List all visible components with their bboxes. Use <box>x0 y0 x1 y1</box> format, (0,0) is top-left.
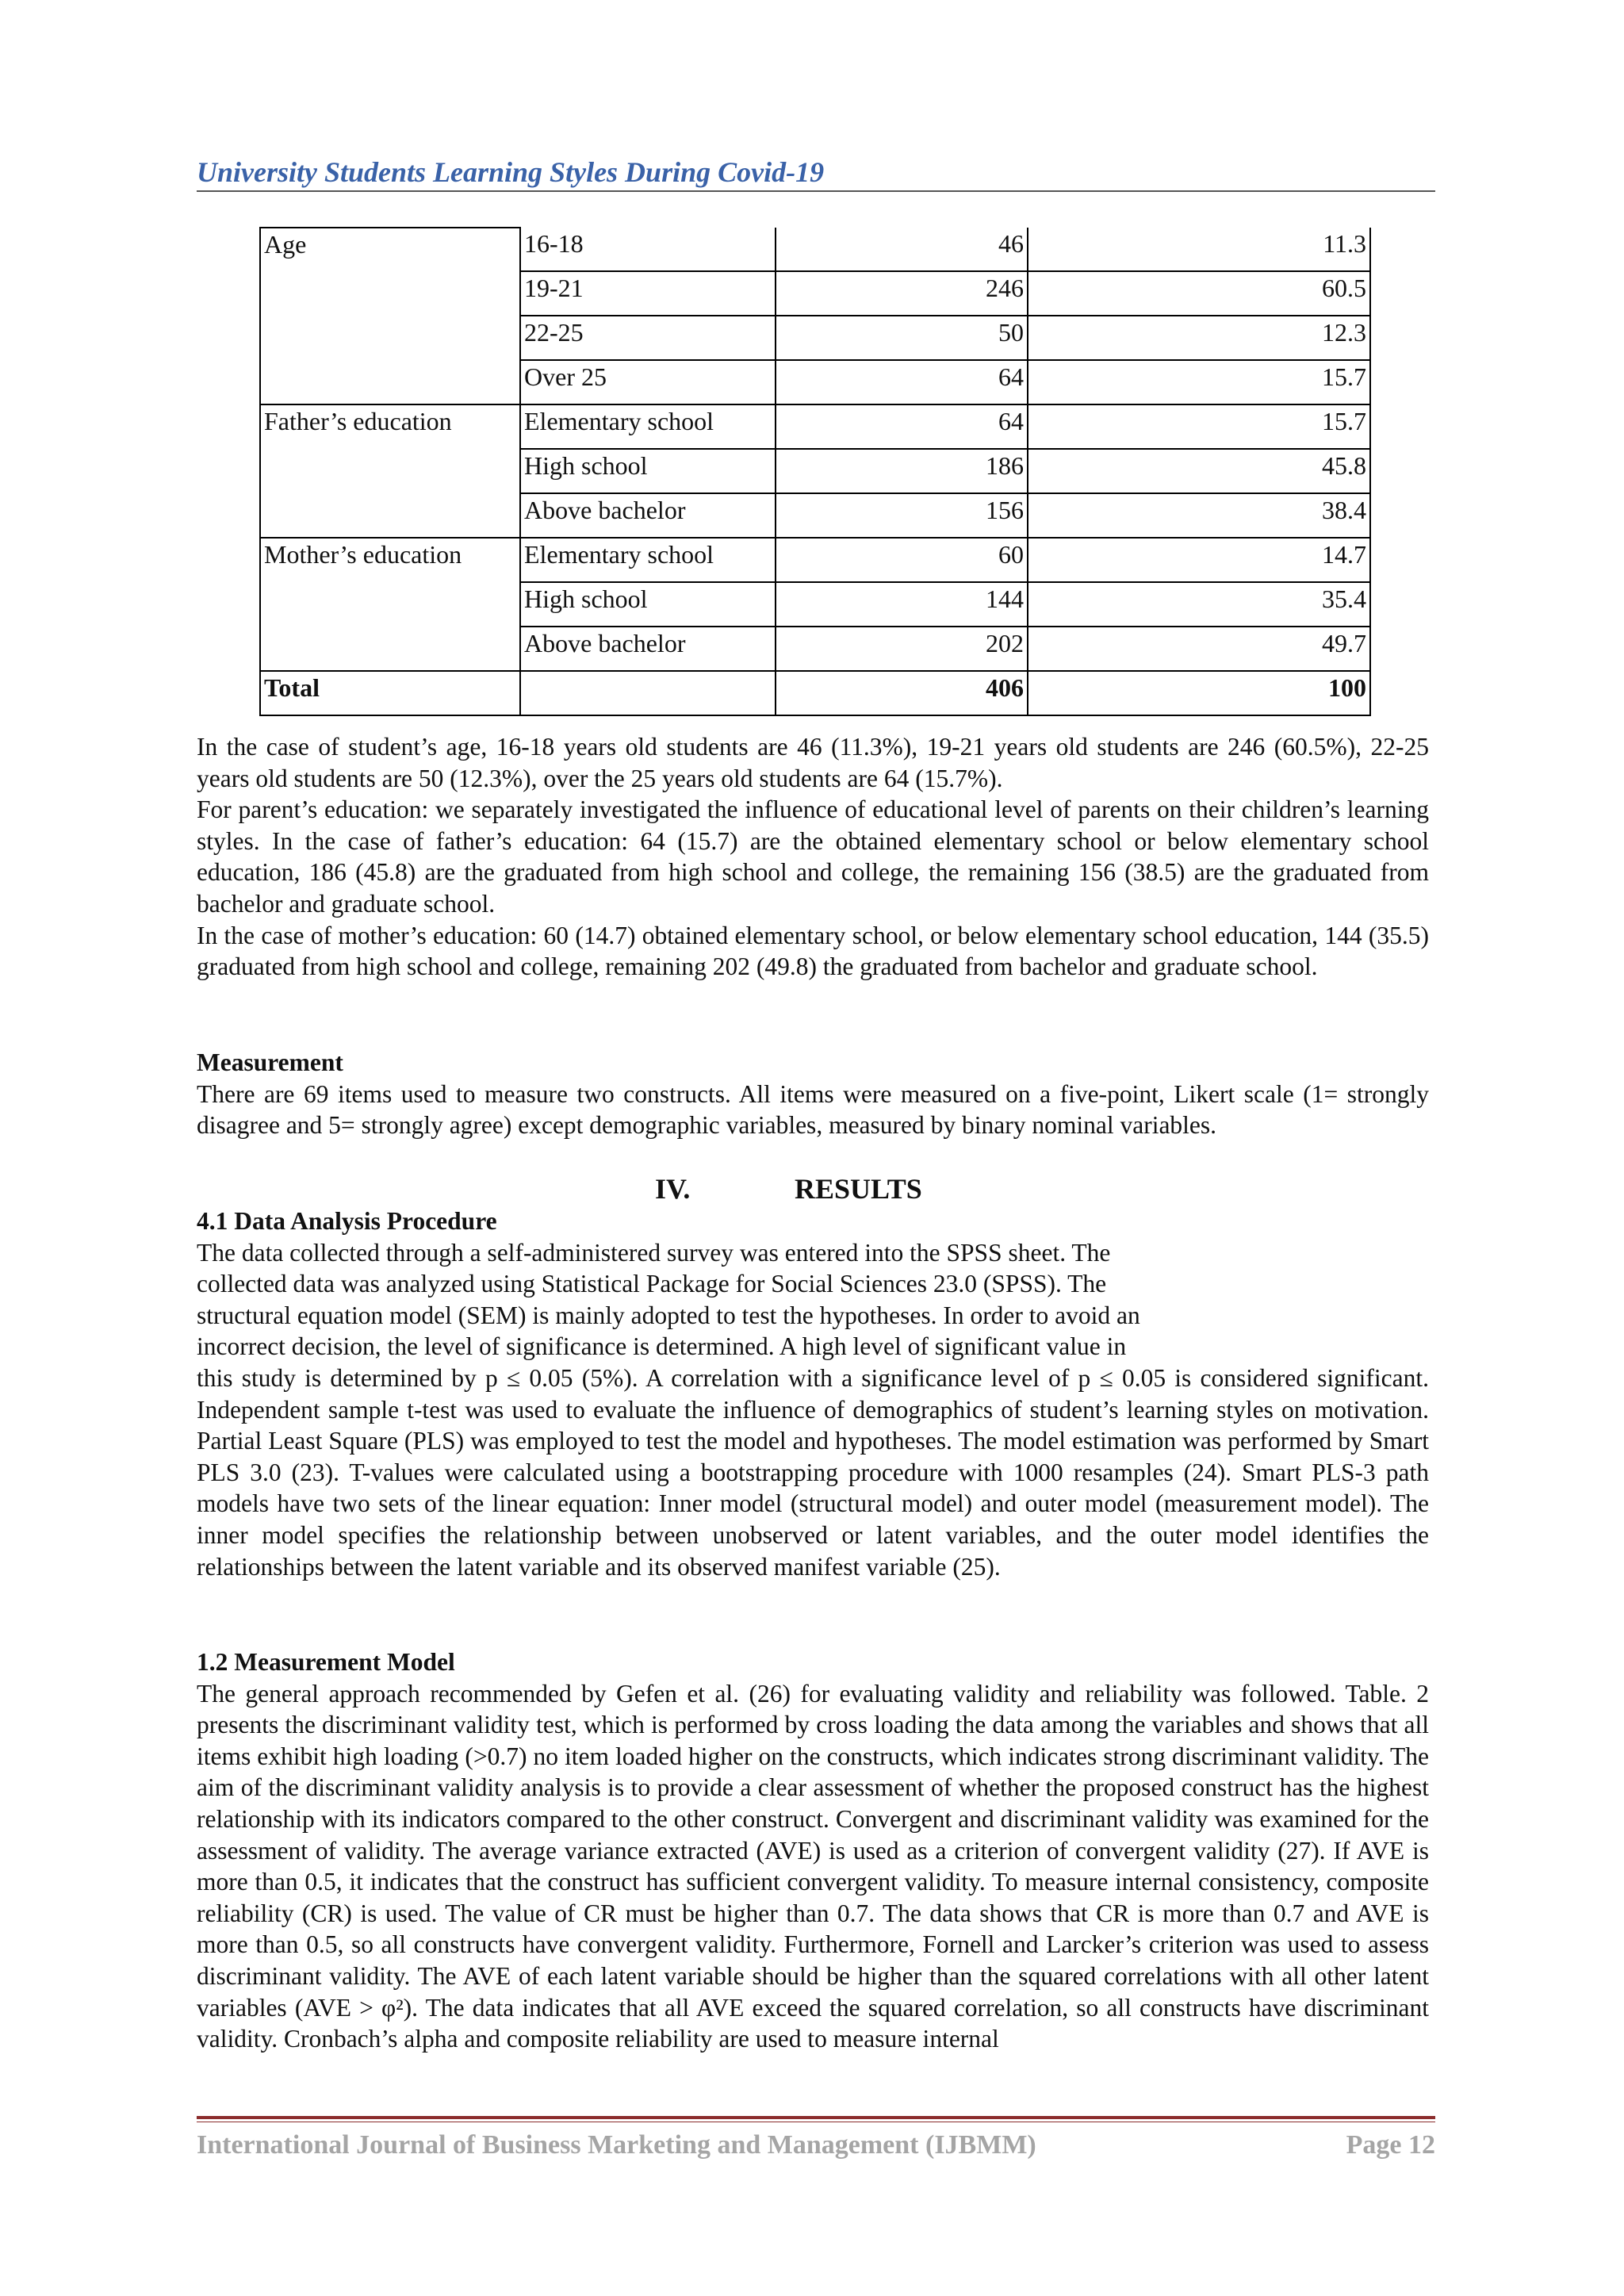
table-row <box>260 538 1370 582</box>
table-row <box>260 493 1370 538</box>
total-label: Total <box>260 671 520 715</box>
percent-cell: 15.7 <box>1028 404 1370 449</box>
group-cell: Age <box>260 228 520 271</box>
model-heading: 1.2 Measurement Model <box>197 1648 455 1676</box>
procedure-line: The data collected through a self-administered survey was entered into the SPSS sheet. The <box>197 1238 1111 1267</box>
table-row <box>260 271 1370 316</box>
procedure-paragraph: this study is determined by p ≤ 0.05 (5%). A correlation with a significance level of p ≤ 0.05 is considered significant. Independent sample t-test was used to evaluate the influence of demographics of student’s learning styles on motivation. Partial Least Square (PLS) was employed to test the model and hypotheses. The model estimation was performed by Smart PLS 3.0 (23). T-values were calculated using a bootstrapping procedure with 1000 resamples (24). Smart PLS-3 path models have two sets of the linear equation: Inner model (structural model) and outer model (measurement model). The inner model specifies the relationship between unobserved or latent variables, and the outer model identifies the relationships between the latent variable and its observed manifest variable (25). <box>197 1363 1429 1581</box>
percent-cell: 12.3 <box>1028 316 1370 360</box>
category-cell: 19-21 <box>520 271 776 316</box>
measurement-paragraph: There are 69 items used to measure two constructs. All items were measured on a five-point, Likert scale (1= strongly disagree and 5= strongly agree) except demographic variables, measured by binary nominal variables. <box>197 1079 1429 1140</box>
count-cell: 60 <box>776 538 1028 582</box>
category-cell: Above bachelor <box>520 627 776 671</box>
total-category-cell <box>520 671 776 715</box>
percent-cell: 35.4 <box>1028 582 1370 627</box>
group-cell <box>260 449 520 493</box>
group-cell <box>260 627 520 671</box>
header-rule <box>197 190 1435 192</box>
table-row <box>260 360 1370 404</box>
group-cell <box>260 271 520 316</box>
procedure-heading: 4.1 Data Analysis Procedure <box>197 1207 497 1235</box>
category-cell: 16-18 <box>520 228 776 271</box>
procedure-section <box>197 1205 1429 1582</box>
procedure-line: incorrect decision, the level of significance is determined. A high level of significant value in <box>197 1332 1127 1361</box>
count-cell: 186 <box>776 449 1028 493</box>
percent-cell: 14.7 <box>1028 538 1370 582</box>
table-row <box>260 582 1370 627</box>
age-paragraph: In the case of student’s age, 16-18 years old students are 46 (11.3%), 19-21 years old students are 246 (60.5%), 22-25 years old students are 50 (12.3%), over the 25 years old students are 64 (15.7%). <box>197 733 1429 792</box>
group-cell <box>260 582 520 627</box>
category-cell: 22-25 <box>520 316 776 360</box>
count-cell: 46 <box>776 228 1028 271</box>
percent-cell: 11.3 <box>1028 228 1370 271</box>
mother-paragraph: In the case of mother’s education: 60 (14.7) obtained elementary school, or below elementary school education, 144 (35.5) graduated from high school and college, remaining 202 (49.8) the graduated from bachelor and graduate school. <box>197 921 1429 981</box>
demographics-discussion <box>197 731 1429 983</box>
count-cell: 202 <box>776 627 1028 671</box>
count-cell: 156 <box>776 493 1028 538</box>
count-cell: 64 <box>776 360 1028 404</box>
group-cell: Father’s education <box>260 404 520 449</box>
category-cell: Over 25 <box>520 360 776 404</box>
category-cell: Above bachelor <box>520 493 776 538</box>
total-count: 406 <box>776 671 1028 715</box>
count-cell: 64 <box>776 404 1028 449</box>
count-cell: 144 <box>776 582 1028 627</box>
parents-paragraph: For parent’s education: we separately investigated the influence of educational level of parents on their children’s learning styles. In the case of father’s education: 64 (15.7) are the obtained elementary school or below elementary school education, 186 (45.8) are the graduated from high school and college, the remaining 156 (38.5) are the graduated from bachelor and graduate school. <box>197 795 1429 918</box>
category-cell: High school <box>520 582 776 627</box>
group-cell: Mother’s education <box>260 538 520 582</box>
page-number: Page 12 <box>1346 2130 1435 2160</box>
model-paragraph: The general approach recommended by Gefen et al. (26) for evaluating validity and reliability was followed. Table. 2 presents the discriminant validity test, which is performed by cross loading the data among the variables and shows that all items exhibit high loading (>0.7) no item loaded higher on the constructs, which indicates strong discriminant validity. The aim of the discriminant validity analysis is to provide a clear assessment of whether the proposed construct has the highest relationship with its indicators compared to the other construct. Convergent and discriminant validity was examined for the assessment of validity. The average variance extracted (AVE) is used as a criterion of convergent validity (27). If AVE is more than 0.5, it indicates that the construct has sufficient convergent validity. To measure internal consistency, composite reliability (CR) is used. The value of CR must be higher than 0.7. The data shows that CR is more than 0.7 and AVE is more than 0.5, so all constructs have convergent validity. Furthermore, Fornell and Larcker’s criterion was used to assess discriminant validity. The AVE of each latent variable should be higher than the squared correlations with all other latent variables (AVE > φ²). The data indicates that all AVE exceed the squared correlation, so all constructs have discriminant validity. Cronbach’s alpha and composite reliability are used to measure internal <box>197 1679 1429 2053</box>
total-percent: 100 <box>1028 671 1370 715</box>
percent-cell: 45.8 <box>1028 449 1370 493</box>
category-cell: Elementary school <box>520 538 776 582</box>
group-cell <box>260 493 520 538</box>
percent-cell: 15.7 <box>1028 360 1370 404</box>
procedure-line: collected data was analyzed using Statistical Package for Social Sciences 23.0 (SPSS). The <box>197 1270 1107 1298</box>
group-cell <box>260 360 520 404</box>
total-row <box>260 671 1370 715</box>
footer-journal: International Journal of Business Marketing and Management (IJBMM) <box>197 2130 1036 2160</box>
group-cell <box>260 316 520 360</box>
percent-cell: 49.7 <box>1028 627 1370 671</box>
count-cell: 246 <box>776 271 1028 316</box>
category-cell: High school <box>520 449 776 493</box>
section-number: IV. <box>655 1173 691 1205</box>
measurement-section <box>197 1047 1429 1141</box>
procedure-line: structural equation model (SEM) is mainly adopted to test the hypotheses. In order to avoid an <box>197 1301 1140 1329</box>
table-row <box>260 404 1370 449</box>
demographics-table <box>259 227 1371 716</box>
percent-cell: 38.4 <box>1028 493 1370 538</box>
section-title: RESULTS <box>795 1173 922 1205</box>
running-title: University Students Learning Styles During Covid-19 <box>197 156 825 188</box>
count-cell: 50 <box>776 316 1028 360</box>
measurement-heading: Measurement <box>197 1048 343 1076</box>
table-row <box>260 316 1370 360</box>
category-cell: Elementary school <box>520 404 776 449</box>
measurement-model-section <box>197 1646 1429 2055</box>
table-row <box>260 627 1370 671</box>
table-row <box>260 449 1370 493</box>
percent-cell: 60.5 <box>1028 271 1370 316</box>
table-row <box>260 228 1370 271</box>
